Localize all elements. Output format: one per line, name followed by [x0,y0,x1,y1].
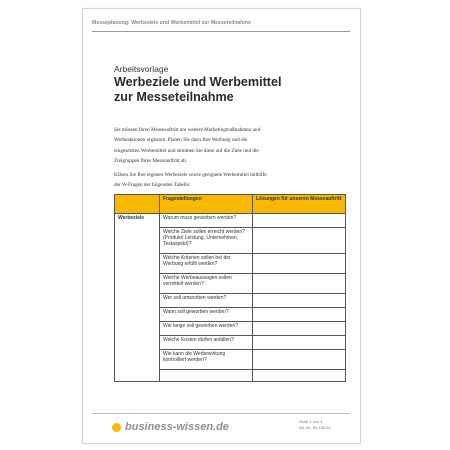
question-line: Welche Ziele sollen erreicht werden? [163,229,245,235]
header-cell-empty [115,195,160,214]
question-cell [160,294,253,308]
answer-cell[interactable] [253,350,346,370]
planning-table [114,194,346,382]
brand-logo [112,421,229,433]
title-line-2: zur Messeteilnahme [114,90,234,104]
document-title [114,75,344,105]
question-line: Wie lange soll geworben werden? [163,323,239,329]
question-line: Wer soll umworben werden? [163,295,227,301]
document-page [82,8,361,444]
question-line: vermittelt werden? [163,281,204,288]
header-divider [92,31,350,32]
intro-line: Klären Sie Ihre eigenen Werbeziele sowie geeignete Werbemittel mithilfe [114,171,267,178]
table-row [115,214,346,228]
question-cell [160,336,253,350]
logo-dot-icon [112,423,121,432]
answer-cell[interactable] [253,228,346,254]
intro-paragraph-2 [114,170,324,191]
question-line: Testaspekt)? [163,241,192,248]
footer-meta [299,419,355,431]
answer-cell[interactable] [253,294,346,308]
header-cell-questions: Fragestellungen [160,195,253,214]
intro-line: der W-Fragen der folgenden Tabelle: [114,182,191,189]
question-line: Welche Kosten dürfen anfallen? [163,337,234,343]
question-line: Welche Kriterien sollen bei der [163,255,231,261]
answer-cell[interactable] [253,308,346,322]
question-cell [160,308,253,322]
question-line: Wann soll geworben werden? [163,309,229,315]
question-line: Wie kann die Werbewirkung [163,351,226,357]
page-number: Seite 1 von 4 [299,419,323,424]
question-line: Welche Werbeaussagen sollen [163,275,232,281]
question-cell [160,350,253,370]
question-cell [160,214,253,228]
document-overline: Arbeitsvorlage [114,64,169,74]
intro-paragraph-1 [114,125,324,167]
question-cell [160,274,253,294]
question-cell [160,254,253,274]
question-cell [160,322,253,336]
answer-cell[interactable] [253,214,346,228]
article-number: Art.-Nr. 99.156.04 [299,425,331,430]
table-header-row [115,195,346,214]
header-cell-solutions: Lösungen für unseren Messeauftritt [253,195,346,214]
question-cell [160,370,253,382]
intro-line: eingesetzten Werbemittel und stimmen Sie diese auf die Ziele und die [114,147,259,154]
question-line: (Produkt/ Leistung, Unternehmen, [163,235,239,242]
intro-line: Sie müssen Ihren Messeauftritt um weitere Marketingmaßnahmen und [114,127,261,133]
intro-line: Zielgruppen Ihres Messeauftritt ab. [114,158,188,165]
running-header: Messeplanung: Werbeziele und Werbemittel zur Messeteilnahme [92,20,251,26]
question-line: kontrolliert werden? [163,357,207,364]
title-line-1: Werbeziele und Werbemittel [114,75,282,89]
intro-line: Werbeaktionen ergänzen. Planen Sie dazu Ihre Werbung und die [114,137,248,144]
question-line: Werbung erfüllt werden? [163,261,218,268]
answer-cell[interactable] [253,370,346,382]
answer-cell[interactable] [253,254,346,274]
answer-cell[interactable] [253,322,346,336]
row-label-werbeziele: Werbeziele [115,214,160,382]
intro-text [114,125,324,193]
question-line: Warum muss geworben werden? [163,215,237,221]
question-cell [160,228,253,254]
answer-cell[interactable] [253,274,346,294]
answer-cell[interactable] [253,336,346,350]
logo-text: business-wissen.de [125,421,229,433]
footer-divider [92,413,350,414]
